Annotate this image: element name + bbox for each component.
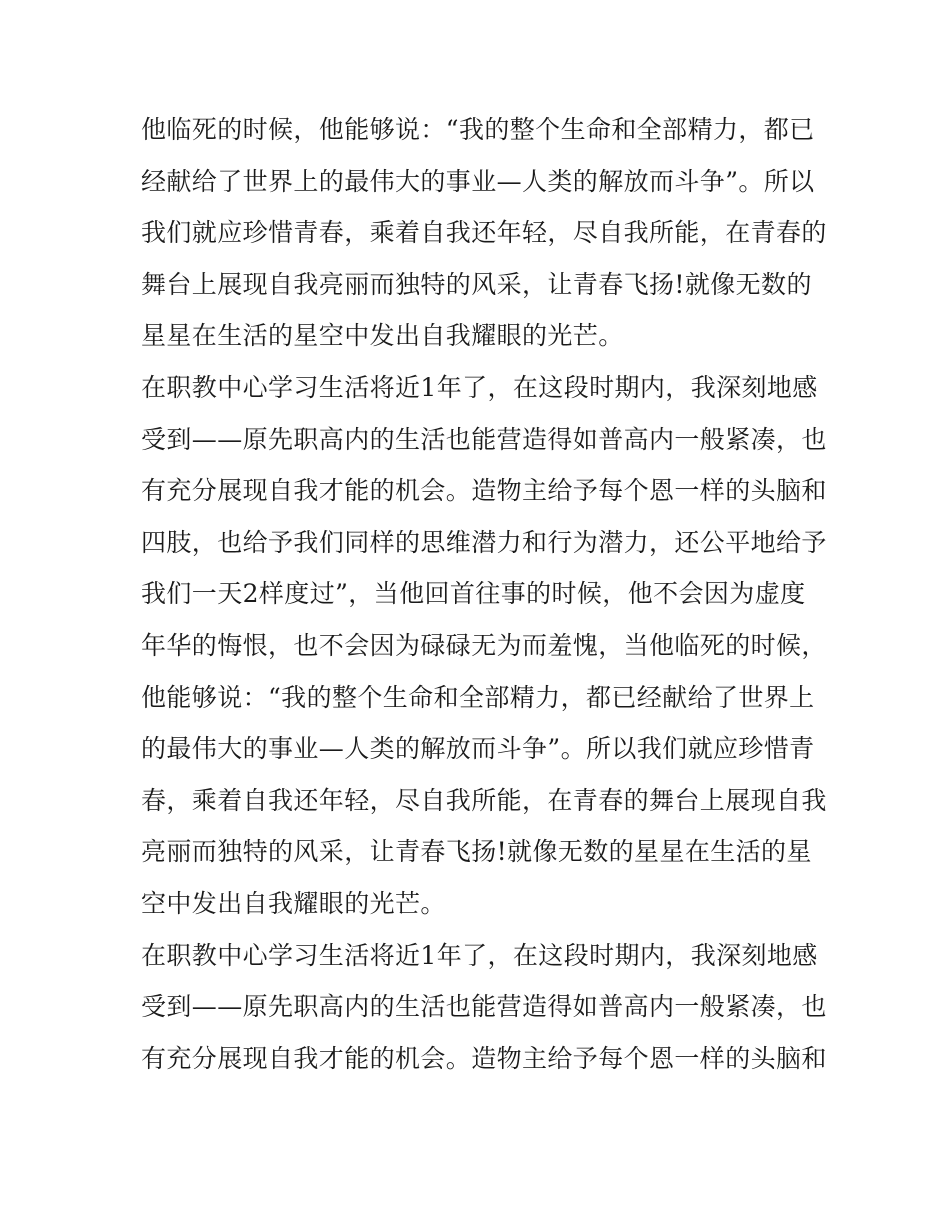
text-line: 四肢，也给予我们同样的思维潜力和行为潜力，还公平地给予 — [141, 527, 827, 557]
text-line: 他临死的时候，他能够说：“我的整个生命和全部精力，都已 — [141, 115, 815, 144]
text-line: 他能够说：“我的整个生命和全部精力，都已经献给了世界上 — [141, 682, 815, 712]
text-line: 在职教中心学习生活将近1年了，在这段时期内，我深刻地感 — [141, 940, 818, 970]
body-text — [141, 104, 827, 1084]
text-line: 年华的悔恨，也不会因为碌碌无为而羞愧，当他临死的时候， — [141, 630, 827, 660]
text-line: 亮丽而独特的风采，让青春飞扬!就像无数的星星在生活的星 — [141, 837, 812, 867]
text-line: 有充分展现自我才能的机会。造物主给予每个恩一样的头脑和 — [141, 476, 827, 506]
text-line: 经献给了世界上的最伟大的事业—人类的解放而斗争”。所以 — [141, 166, 815, 196]
text-line: 我们就应珍惜青春，乘着自我还年轻，尽自我所能，在青春的 — [141, 218, 827, 248]
text-line: 舞台上展现自我亮丽而独特的风采，让青春飞扬!就像无数的 — [141, 269, 812, 299]
text-line: 空中发出自我耀眼的光芒。 — [141, 888, 446, 918]
text-line: 受到——原先职高内的生活也能营造得如普高内一般紧凑，也 — [141, 424, 827, 454]
text-line: 有充分展现自我才能的机会。造物主给予每个恩一样的头脑和 — [141, 1043, 827, 1073]
text-line: 我们一天2样度过”，当他回首往事的时候，他不会因为虚度 — [141, 579, 806, 609]
text-line: 的最伟大的事业—人类的解放而斗争”。所以我们就应珍惜青 — [141, 734, 815, 764]
text-line: 受到——原先职高内的生活也能营造得如普高内一般紧凑，也 — [141, 992, 827, 1022]
text-line: 星星在生活的星空中发出自我耀眼的光芒。 — [141, 321, 624, 351]
text-line: 春，乘着自我还年轻，尽自我所能，在青春的舞台上展现自我 — [141, 785, 827, 815]
text-line: 在职教中心学习生活将近1年了，在这段时期内，我深刻地感 — [141, 372, 818, 402]
